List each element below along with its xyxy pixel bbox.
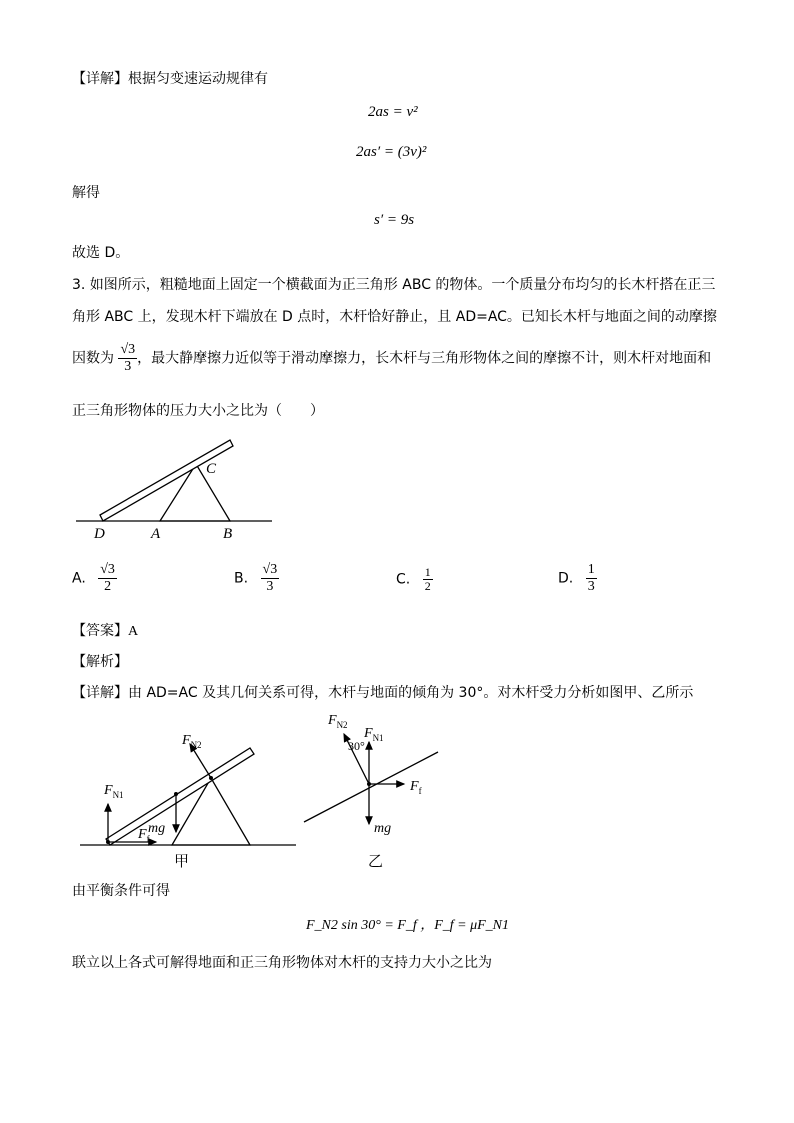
jia-caption: 甲 (174, 854, 190, 870)
question-line-1: 3. 如图所示，粗糙地面上固定一个横截面为正三角形 ABC 的物体。一个质量分布均匀的长木杆搭在正三 (72, 277, 716, 293)
mu-numerator: √3 (120, 342, 136, 357)
label-b: B (223, 526, 233, 542)
equation-3: s′ = 9s (374, 212, 415, 228)
option-d-fraction (586, 562, 597, 595)
jia-center-dot (174, 792, 178, 796)
mu-denominator: 3 (124, 359, 132, 374)
option-a-letter: A. (72, 570, 86, 587)
jia-mg-label: mg (148, 821, 166, 836)
option-d[interactable] (558, 562, 597, 595)
mu-fraction (118, 342, 137, 375)
yi-fn1-label: $F_{N1}$ (364, 726, 384, 743)
mu-suffix: ，最大静摩擦力近似等于滑动摩擦力，长木杆与三角形物体之间的摩擦不计，则木杆对地面和 (137, 350, 712, 367)
solve-label: 解得 (72, 185, 100, 201)
option-c[interactable] (396, 566, 433, 593)
yi-angle-label: 30° (348, 739, 365, 753)
detail2-tag: 【详解】 (72, 685, 128, 701)
detail-tag: 【详解】 (72, 71, 128, 87)
option-a-den: 2 (104, 579, 112, 594)
balance-label: 由平衡条件可得 (72, 883, 170, 899)
option-a-fraction (98, 562, 117, 595)
option-b-num: √3 (262, 562, 278, 577)
yi-ff-label: $F_f$ (410, 779, 422, 796)
figure-yi (300, 704, 450, 874)
detail-line-1 (72, 68, 268, 88)
answer-value: A (128, 624, 139, 639)
option-a-num: √3 (100, 562, 115, 577)
mu-prefix: 因数为 (72, 350, 114, 367)
equation-1: 2as = v² (368, 104, 418, 120)
yi-mg-label: mg (374, 821, 392, 836)
option-b[interactable] (234, 562, 279, 595)
triangle-abc (160, 464, 230, 521)
option-c-fraction (423, 566, 433, 593)
option-c-num: 1 (424, 565, 431, 579)
option-d-den: 3 (587, 579, 595, 594)
jia-triangle (172, 778, 250, 845)
answer-tag: 【答案】 (72, 623, 128, 639)
label-d: D (94, 526, 105, 542)
jia-fn1-label: $F_{N1}$ (104, 783, 124, 800)
detail2-text: 由 AD=AC 及其几何关系可得，木杆与地面的倾角为 30°。对木杆受力分析如图甲、乙所示 (128, 685, 694, 701)
analysis-tag: 【解析】 (72, 654, 128, 670)
figure-jia (72, 720, 302, 870)
detail-text: 根据匀变速运动规律有 (128, 71, 268, 87)
label-c: C (206, 461, 217, 477)
question-line-4: 正三角形物体的压力大小之比为（ ） (72, 403, 324, 419)
option-b-den: 3 (266, 579, 274, 594)
question-line-3 (72, 342, 711, 375)
jia-ff-label: $F_f$ (138, 827, 150, 844)
equation-2: 2as′ = (3v)² (356, 144, 427, 160)
option-d-num: 1 (587, 562, 595, 577)
option-a[interactable] (72, 562, 117, 595)
option-b-letter: B. (234, 570, 249, 587)
yi-fn2-label: $F_{N2}$ (328, 713, 348, 730)
wooden-rod (100, 440, 233, 521)
question-line-2: 角形 ABC 上，发现木杆下端放在 D 点时，木杆恰好静止，且 AD=AC。已知长木杆与地面之间的动摩擦 (72, 309, 717, 325)
yi-caption: 乙 (368, 854, 384, 870)
jia-bottom-dot (106, 840, 110, 844)
jia-fn2-label: $F_{N2}$ (182, 733, 202, 750)
balance-conclusion: 联立以上各式可解得地面和正三角形物体对木杆的支持力大小之比为 (72, 955, 492, 971)
option-b-fraction (261, 562, 280, 595)
option-c-letter: C. (396, 571, 411, 588)
question-figure (72, 434, 282, 544)
answer-line (72, 620, 138, 640)
option-d-letter: D. (558, 570, 574, 587)
balance-equation: F_N2 sin 30° = F_f ，F_f = μF_N1 (306, 918, 510, 933)
jia-contact-dot (209, 776, 213, 780)
conclusion-1: 故选 D。 (72, 245, 130, 261)
label-a: A (151, 526, 161, 542)
option-c-den: 2 (424, 579, 431, 593)
detail-line-2 (72, 682, 693, 702)
